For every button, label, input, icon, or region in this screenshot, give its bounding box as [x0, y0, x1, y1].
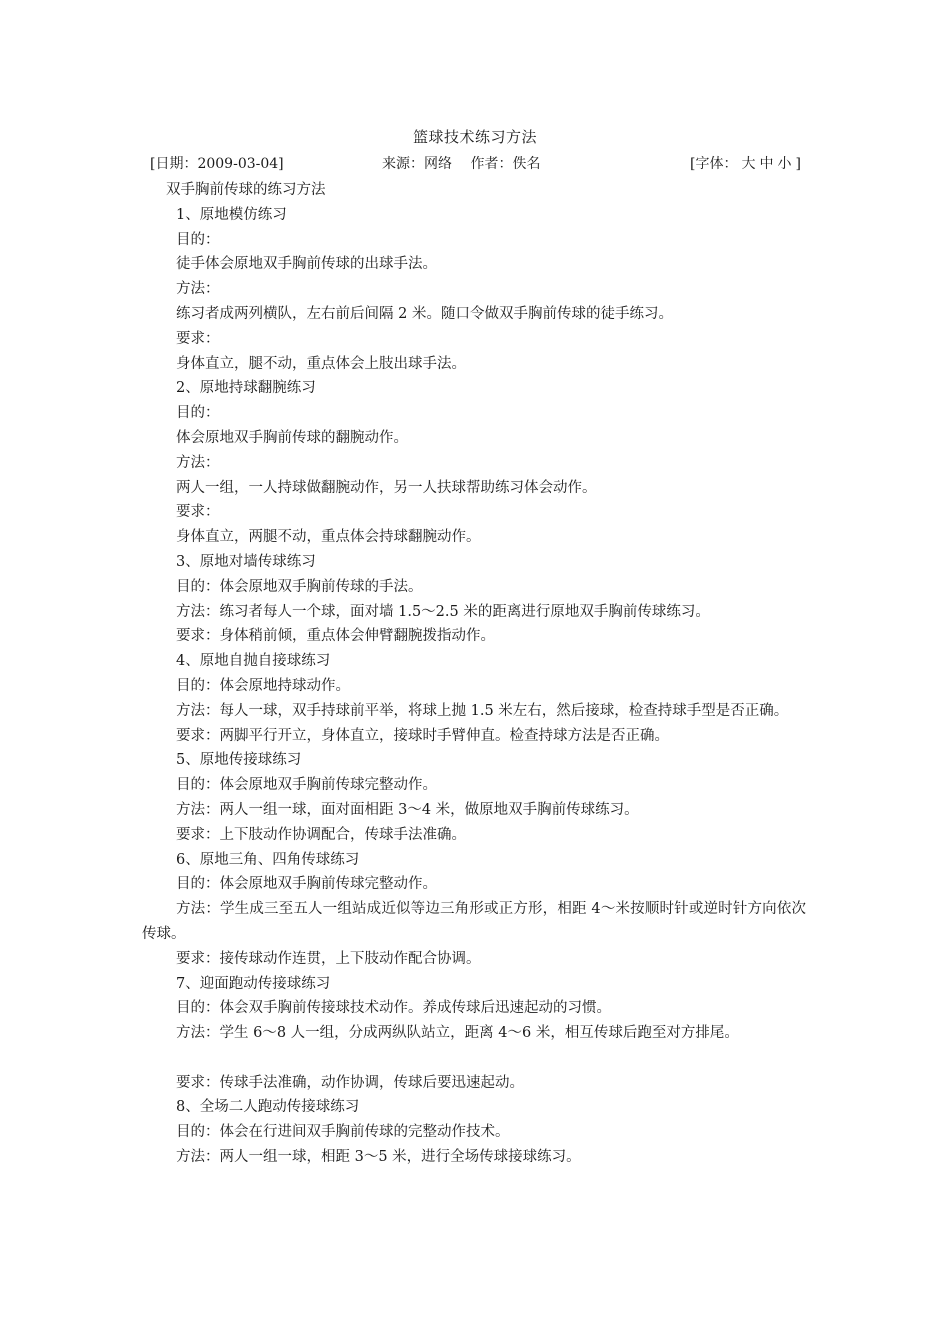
text-line: 目的：体会双手胸前传接球技术动作。养成传球后迅速起动的习惯。 [176, 1000, 611, 1017]
text-line: 4、原地自抛自接球练习 [176, 653, 331, 670]
font-large-link[interactable]: 大 [741, 156, 756, 172]
text-line: 目的： [176, 231, 220, 248]
text-line: 目的：体会原地持球动作。 [176, 677, 350, 694]
text-line: 方法：学生 6～8 人一组，分成两纵队站立，距离 4～6 米，相互传球后跑至对方排尾。 [176, 1025, 739, 1042]
text-line: 两人一组，一人持球做翻腕动作，另一人扶球帮助练习体会动作。 [176, 479, 597, 496]
font-small-link[interactable]: 小 [777, 156, 792, 172]
blank-line [142, 1046, 806, 1071]
text-line: 3、原地对墙传球练习 [176, 553, 316, 570]
text-line: 方法： [176, 281, 220, 298]
text-line: 要求：身体稍前倾，重点体会伸臂翻腕拨指动作。 [176, 628, 495, 645]
text-line: 6、原地三角、四角传球练习 [176, 851, 360, 868]
text-paragraph: 方法：学生成三至五人一组站成近似等边三角形或正方形，相距 4～米按顺时针或逆时针方向依次传球。 [142, 901, 806, 942]
text-line: 目的：体会原地双手胸前传球完整动作。 [176, 876, 437, 893]
text-line: 7、迎面跑动传接球练习 [176, 975, 331, 992]
text-line: 徒手体会原地双手胸前传球的出球手法。 [176, 256, 437, 273]
text-line: 目的：体会在行进间双手胸前传球的完整动作技术。 [176, 1124, 510, 1141]
text-line: 2、原地持球翻腕练习 [176, 380, 316, 397]
text-line: 要求： [176, 504, 220, 521]
text-line: 身体直立，腿不动，重点体会上肢出球手法。 [176, 355, 466, 372]
text-line: 方法： [176, 454, 220, 471]
meta-date: [日期：2009-03-04] [150, 156, 284, 172]
text-line: 目的：体会原地双手胸前传球完整动作。 [176, 777, 437, 794]
text-line: 要求：接传球动作连贯，上下肢动作配合协调。 [176, 950, 481, 967]
section-heading: 双手胸前传球的练习方法 [166, 182, 326, 198]
text-line: 要求： [176, 330, 220, 347]
page-title: 篮球技术练习方法 [412, 128, 537, 146]
font-size-label: [字体： [690, 156, 738, 172]
meta-source: 来源：网络 作者：佚名 [382, 156, 541, 172]
article-body [142, 178, 806, 1170]
text-line: 练习者成两列横队，左右前后间隔 2 米。随口令做双手胸前传球的徒手练习。 [176, 305, 673, 322]
text-line: 方法：两人一组一球，面对面相距 3～4 米，做原地双手胸前传球练习。 [176, 801, 639, 818]
font-size-selector [688, 153, 803, 173]
text-line: 方法：两人一组一球，相距 3～5 米，进行全场传球接球练习。 [176, 1149, 581, 1166]
font-size-close: ] [795, 156, 801, 172]
text-line: 目的：体会原地双手胸前传球的手法。 [176, 578, 423, 595]
text-line: 1、原地模仿练习 [176, 206, 287, 223]
text-line: 体会原地双手胸前传球的翻腕动作。 [176, 429, 408, 446]
text-line: 要求：上下肢动作协调配合，传球手法准确。 [176, 826, 466, 843]
text-line: 5、原地传接球练习 [176, 752, 302, 769]
text-line: 8、全场二人跑动传接球练习 [176, 1099, 360, 1116]
text-line: 目的： [176, 405, 220, 422]
text-paragraph: 方法：每人一球，双手持球前平举，将球上抛 1.5 米左右，然后接球，检查持球手型是否正确。 [176, 702, 789, 719]
font-medium-link[interactable]: 中 [759, 156, 774, 172]
text-line: 方法：练习者每人一个球，面对墙 1.5～2.5 米的距离进行原地双手胸前传球练习。 [176, 603, 710, 620]
text-line: 身体直立，两腿不动，重点体会持球翻腕动作。 [176, 529, 481, 546]
text-line: 要求：两脚平行开立，身体直立，接球时手臂伸直。检查持球方法是否正确。 [176, 727, 669, 744]
text-line: 要求：传球手法准确，动作协调，传球后要迅速起动。 [176, 1074, 524, 1091]
